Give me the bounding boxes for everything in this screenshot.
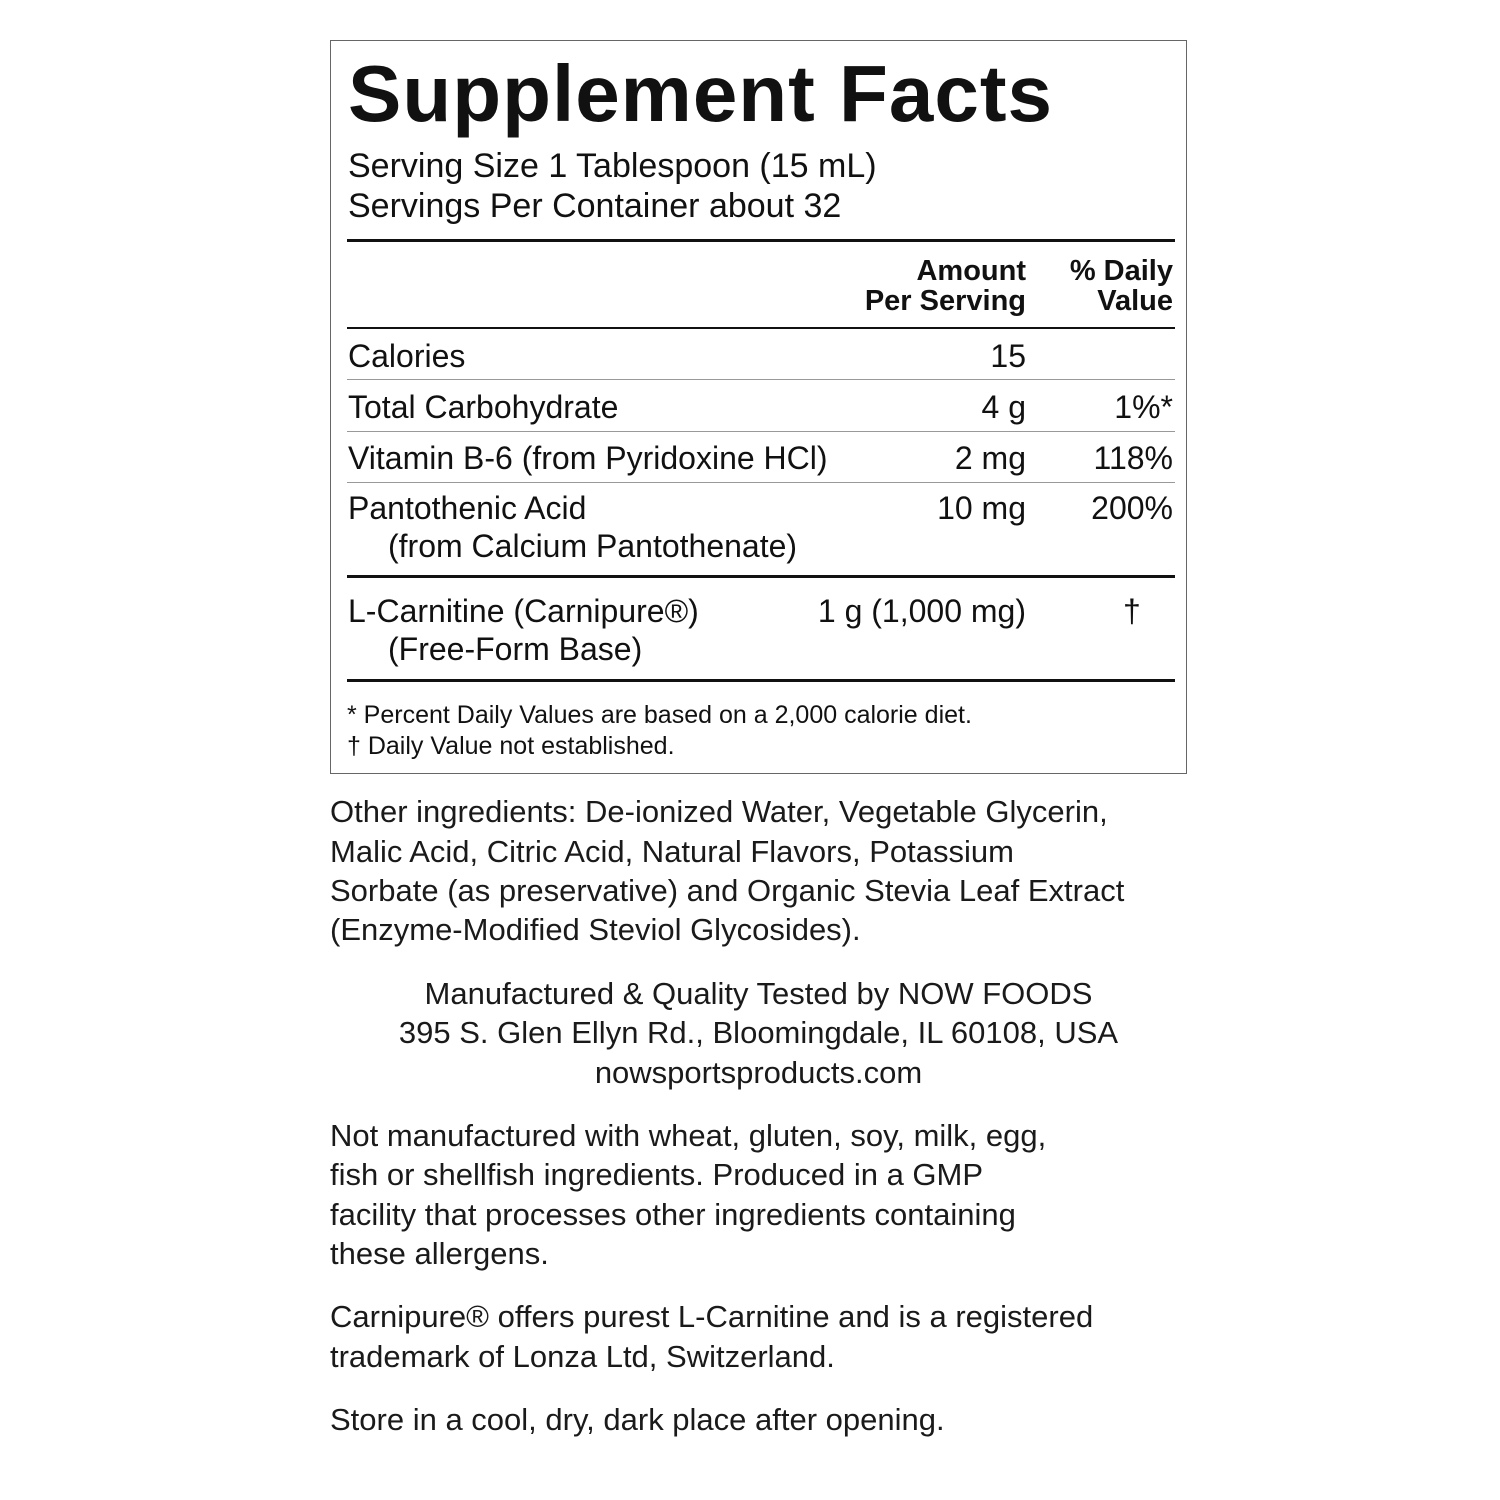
- header-divider: [347, 327, 1175, 329]
- footnote-not-established: † Daily Value not established.: [347, 732, 675, 760]
- panel-title: Supplement Facts: [348, 49, 1054, 138]
- nutrient-amount: 1 g (1,000 mg): [817, 593, 1026, 629]
- thick-divider: [347, 239, 1175, 242]
- nutrient-name: Pantothenic Acid: [348, 490, 587, 526]
- ingredients-line: Other ingredients: De-ionized Water, Vegetable Glycerin,: [330, 794, 1108, 829]
- dv-header-line1: % Daily: [1069, 255, 1173, 287]
- serving-size: Serving Size 1 Tablespoon (15 mL): [348, 147, 877, 185]
- nutrient-name: Vitamin B-6 (from Pyridoxine HCl): [348, 440, 828, 476]
- allergen-line: facility that processes other ingredients containing: [330, 1197, 1016, 1232]
- supplement-facts-panel: [330, 40, 1187, 774]
- ingredients-line: (Enzyme-Modified Steviol Glycosides).: [330, 912, 861, 947]
- row-divider: [347, 379, 1175, 380]
- servings-per-container: Servings Per Container about 32: [348, 187, 842, 225]
- allergen-line: fish or shellfish ingredients. Produced in a GMP: [330, 1157, 984, 1192]
- nutrient-name: L-Carnitine (Carnipure®): [348, 593, 699, 629]
- storage-instructions: Store in a cool, dry, dark place after opening.: [330, 1402, 945, 1437]
- allergen-line: Not manufactured with wheat, gluten, soy, milk, egg,: [330, 1118, 1047, 1153]
- nutrient-amount: 2 mg: [954, 440, 1026, 476]
- amount-header-line1: Amount: [916, 255, 1026, 287]
- nutrient-amount: 15: [990, 338, 1026, 374]
- ingredients-line: Malic Acid, Citric Acid, Natural Flavors, Potassium: [330, 834, 1014, 869]
- row-divider: [347, 482, 1175, 483]
- daily-value-header: [1070, 256, 1173, 316]
- trademark-line: trademark of Lonza Ltd, Switzerland.: [330, 1339, 835, 1374]
- nutrient-amount: 4 g: [981, 389, 1026, 425]
- ingredients-line: Sorbate (as preservative) and Organic Stevia Leaf Extract: [330, 873, 1125, 908]
- nutrient-amount: 10 mg: [937, 490, 1026, 526]
- nutrient-source: (Free-Form Base): [388, 631, 643, 667]
- nutrient-name: Total Carbohydrate: [348, 389, 619, 425]
- footnote-daily-values: * Percent Daily Values are based on a 2,000 calorie diet.: [347, 701, 972, 729]
- thick-divider: [347, 679, 1175, 682]
- manufacturer-website: nowsportsproducts.com: [594, 1055, 923, 1090]
- trademark-line: Carnipure® offers purest L-Carnitine and is a registered: [330, 1299, 1094, 1334]
- thick-divider: [347, 575, 1175, 578]
- row-divider: [347, 431, 1175, 432]
- nutrient-name: Calories: [348, 338, 466, 374]
- dv-header-line2: Value: [1097, 285, 1173, 317]
- nutrient-source: (from Calcium Pantothenate): [388, 528, 798, 564]
- amount-header-line2: Per Serving: [864, 285, 1026, 317]
- amount-per-serving-header: [865, 256, 1026, 316]
- manufacturer-address: 395 S. Glen Ellyn Rd., Bloomingdale, IL 60108, USA: [398, 1015, 1119, 1050]
- allergen-line: these allergens.: [330, 1236, 549, 1271]
- nutrient-dv: 118%: [1093, 440, 1173, 476]
- nutrient-dv: 1%*: [1114, 389, 1173, 425]
- nutrient-dv: 200%: [1091, 490, 1173, 526]
- manufacturer-line: Manufactured & Quality Tested by NOW FOODS: [424, 976, 1093, 1011]
- nutrient-dv: †: [1123, 593, 1141, 629]
